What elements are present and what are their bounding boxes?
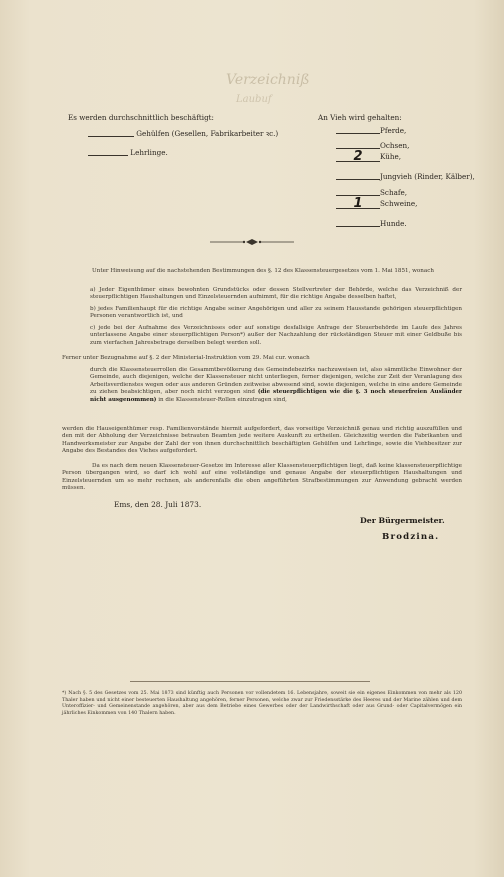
footnote-rule (130, 681, 370, 682)
ferner-paragraph: Ferner unter Bezugnahme auf §. 2 der Ministerial-Instruktion vom 29. Mai cur. wonach (62, 355, 310, 361)
employed-heading: Es werden durchschnittlich beschäftigt: (68, 113, 214, 122)
clause-end: in die Klassensteuer-Rollen einzutragen sind, (158, 396, 287, 403)
livestock-label: Schafe, (380, 188, 408, 197)
livestock-label: Ochsen, (380, 141, 410, 150)
employed-row (88, 148, 168, 157)
livestock-label: Pferde, (380, 126, 407, 135)
livestock-count: 1 (336, 199, 380, 209)
livestock-row (336, 196, 418, 211)
employed-label: Gehülfen (Gesellen, Fabrikarbeiter ꝛc.) (136, 129, 279, 138)
livestock-label: Schweine, (380, 199, 418, 208)
livestock-count (336, 226, 380, 227)
bleed-through-word: Laubuf (236, 94, 272, 105)
livestock-count (336, 179, 380, 180)
livestock-label: Jungvieh (Rinder, Kälber), (380, 172, 475, 181)
footnote: *) Nach §. 5 des Gesetzes vom 25. Mai 1873 sind künftig auch Personen vor vollendetem 16. Lebensjahre, soweit sie ein eigenes Einkommen von mehr als 120 Thaler haben und nicht einer besteuerten Haushaltung angehören, ferner Personen, welche zwar zur Friedensstärke des Heeres und der Marine zählen und dem Unteroffizier- und Gemeinenstande angehören, aber aus dem Betriebe eines Gewerbes oder der Landwirthschaft oder aus Grund- oder Capitalvermögen ein jährliches Einkommen von 140 Thalern haben. (62, 691, 462, 716)
place-date: Ems, den 28. Juli 1873. (114, 500, 202, 509)
livestock-row (336, 219, 407, 228)
livestock-count (336, 133, 380, 134)
employed-label: Lehrlinge. (130, 148, 168, 157)
employed-row (88, 129, 278, 138)
livestock-row (336, 172, 475, 181)
clause-text: durch die Klassensteuerrollen die Gesammtbevölkerung des Gemeindebezirks nachzuweisen ist, also sämmtliche Einwohner der Gemeinde, auch diejenigen, welche der Klassensteuer nicht unterliegen, ferner diejenigen, welche zur Zeit der Veranlagung des Arbeitsverdienstes wegen oder aus anderen Gründen zeitweise abwesend sind, sowie diejenigen, welche in eine andere Gemeinde zu ziehen beabsichtigen, aber noch nicht verzogen sind (90, 367, 462, 396)
ornament-divider (208, 238, 296, 246)
da-paragraph: Da es nach dem neuen Klassensteuer-Gesetze im Interesse aller Klassensteuerpflichtigen liegt, daß keine klassensteuerpflichtige Person übergangen wird, so darf ich wohl auf eine vollständige und genaue Angabe der steuerpflichtigen Haushaltungen und Einzelsteuernden um so mehr rechnen, als anderenfalls die oben angeführten Strafbestimmungen zur Anwendung gebracht werden müssen. (62, 463, 462, 492)
signature-office: Der Bürgermeister. (360, 516, 445, 525)
livestock-row (336, 188, 407, 197)
livestock-label: Hunde. (380, 219, 407, 228)
clause-paragraph (62, 367, 462, 404)
item-a: a) Jeder Eigenthümer eines bewohnten Grundstücks oder dessen Stellvertreter der Behörde, welche das Verzeichniß der steuerpflichtigen Haushaltungen und Einzelsteuernden aufnimmt, für die richtige Angabe desselben haftet, (90, 287, 462, 301)
employed-count-blank (88, 136, 134, 137)
signature-name: Brodzina. (382, 532, 440, 542)
werden-paragraph: werden die Hauseigenthümer resp. Familienvorstände hiermit aufgefordert, das vorseitige Verzeichniß genau und richtig auszufüllen und den mit der Abholung der Verzeichnisse betrauten Beamten jede weitere Auskunft zu ertheilen. Gleichzeitig werden die Fabrikanten und Handwerksmeister zur Angabe der Zahl der von ihnen durchschnittlich beschäftigten Gehülfen und Lehrlinge, sowie die Viehbesitzer zur Angabe des Bestandes des Viehes aufgefordert. (62, 426, 462, 455)
livestock-row (336, 141, 409, 150)
livestock-count: 2 (336, 152, 380, 162)
employed-count-blank (88, 155, 128, 156)
livestock-heading: An Vieh wird gehalten: (318, 113, 402, 122)
intro-paragraph: Unter Hinweisung auf die nachstehenden Bestimmungen des §. 12 des Klassensteuergesetzes vom 1. Mai 1851, wonach (92, 268, 434, 274)
livestock-label: Kühe, (380, 152, 402, 161)
item-c: c) jede bei der Aufnahme des Verzeichnisses oder auf sonstige desfallsige Anfrage der Steuerbehörde im Laufe des Jahres unterlassene Angabe einer steuerpflichtigen Person*) außer der Nachzahlung der rückständigen Steuer mit einer Geldbuße bis zum vierfachen Jahresbetrage derselben belegt werden soll. (90, 325, 462, 346)
bleed-through-title: Verzeichniß (226, 72, 310, 88)
livestock-row (336, 126, 406, 135)
livestock-row (336, 149, 402, 164)
clause-bold: (die steuerpflichtigen wie die §. 3 noch steuerfreien Ausländer nicht ausgenommen) (90, 389, 462, 403)
item-b: b) jedes Familienhaupt für die richtige Angabe seiner Angehörigen und aller zu seinem Hausstande gehörigen steuerpflichtigen Personen verantwortlich ist, und (90, 306, 462, 320)
